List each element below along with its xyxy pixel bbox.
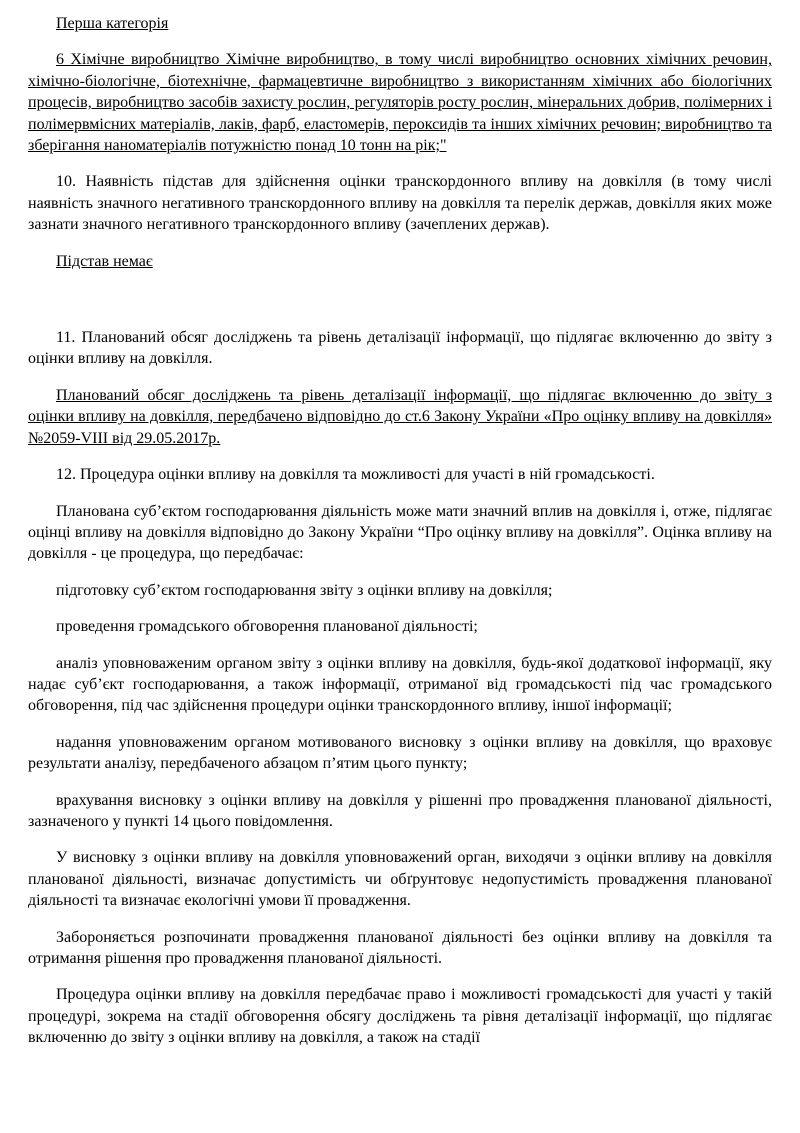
paragraph-item-12-procedure: 12. Процедура оцінки впливу на довкілля та можливості для участі в ній громадськості. <box>56 466 655 484</box>
paragraph-authority-analysis: аналіз уповноваженим органом звіту з оцінки впливу на довкілля, будь-якої додаткової інформації, яку надає суб’єкт господарювання, а також інформації, отриманої від громадськості під час громадського обговорення, під час здійснення процедури оцінки транскордонного впливу, іншої інформації; <box>28 654 772 715</box>
paragraph-report-preparation: підготовку суб’єктом господарювання звіту з оцінки впливу на довкілля; <box>56 581 553 599</box>
paragraph-motivated-conclusion: надання уповноваженим органом мотивованого висновку з оцінки впливу на довкілля, що враховує результати аналізу, передбаченого абзацом п’ятим цього пункту; <box>28 733 772 773</box>
paragraph-first-category: Перша категорія <box>56 15 169 32</box>
paragraph-item-10-transboundary: 10. Наявність підстав для здійснення оцінки транскордонного впливу на довкілля (в тому числі наявність значного негативного транскордонного впливу на довкілля та перелік держав, довкілля яких може зазнати значного негативного транскордонного впливу (зачеплених держав). <box>28 173 772 234</box>
paragraph-prohibition: Забороняється розпочинати провадження планованої діяльності без оцінки впливу на довкілля та отримання рішення про провадження планованої діяльності. <box>28 928 772 967</box>
paragraph-item-11-scope: 11. Планований обсяг досліджень та рівень деталізації інформації, що підлягає включенню до звіту з оцінки впливу на довкілля. <box>28 329 772 368</box>
paragraph-public-discussion: проведення громадського обговорення планованої діяльності; <box>56 618 478 636</box>
paragraph-chemical-production-category: 6 Хімічне виробництво Хімічне виробництво, в тому числі виробництво основних хімічних речовин, хімічно-біологічне, біотехнічне, фармацевтичне виробництво з використанням хімічних або біологічних процесів, виробництво засобів захисту рослин, регуляторів росту рослин, мінеральних добрив, полімерних і полімервмісних матеріалів, лаків, фарб, еластомерів, пероксидів та інших хімічних речовин; виробництво та зберігання наноматеріалів потужністю понад 10 тонн на рік;" <box>28 51 772 155</box>
paragraph-public-participation: Процедура оцінки впливу на довкілля передбачає право і можливості громадськості для участі у такій процедурі, зокрема на стадії обговорення обсягу досліджень та рівня деталізації інформації, що підлягає включенню до звіту з оцінки впливу на довкілля, а також на стадії <box>28 986 772 1047</box>
paragraph-planned-activity-impact: Планована суб’єктом господарювання діяльність може мати значний вплив на довкілля і, отже, підлягає оцінці впливу на довкілля відповідно до Закону України “Про оцінку впливу на довкілля”. Оцінка впливу на довкілля - це процедура, що передбачає: <box>28 502 772 563</box>
paragraph-authority-conclusion: У висновку з оцінки впливу на довкілля уповноважений орган, виходячи з оцінки впливу на довкілля планованої діяльності, визначає допустимість чи обґрунтовує недопустимість провадження планованої діяльності та визначає екологічні умови її провадження. <box>28 849 772 910</box>
paragraph-no-grounds: Підстав немає <box>56 252 153 270</box>
paragraph-conclusion-consideration: врахування висновку з оцінки впливу на довкілля у рішенні про провадження планованої діяльності, зазначеного у пункті 14 цього повідомлення. <box>28 791 772 830</box>
paragraph-scope-provided-by-law: Планований обсяг досліджень та рівень деталізації інформації, що підлягає включенню до звіту з оцінки впливу на довкілля, передбачено відповідно до ст.6 Закону України «Про оцінку впливу на довкілля» №2059-VIII від 29.05.2017р. <box>28 386 772 447</box>
